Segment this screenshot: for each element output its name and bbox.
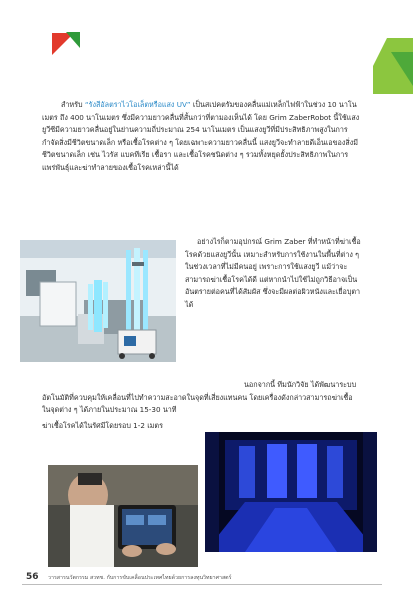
intro-lead: สำหรับ	[61, 100, 85, 109]
paragraph-radius: ฆ่าเชื้อโรคได้ในรัศมีโดยรอบ 1-2 เมตร	[42, 421, 163, 430]
paragraph-autonomous-system	[42, 379, 360, 417]
uv-highlight-term: “รังสีอัลตราไวโอเล็ตหรือแสง UV”	[84, 100, 191, 109]
intro-body: เป็นสเปคตรัมของคลื่นแม่เหล็กไฟฟ้าในช่วง 10 นาโนเมตร ถึง 400 นาโนเมตร ซึ่งมีความยาวคลื่นที่สั้นกว่าที่ตามองเห็นได้ โดย Grim ZaberRobot นี้ใช้แสงยูวีซีมีความยาวคลื่นอยู่ในย่านความถี่ประมาณ 254 นาโนเมตร เป็นแสงยูวีที่มีประสิทธิภาพสูงในการกำจัดสิ่งมีชีวิตขนาดเล็ก หรือเชื้อโรคต่าง ๆ โดยเฉพาะความยาวคลื่นนี้ แสงยูวีจะทำลายดีเอ็นเอของสิ่งมีชีวิตขนาดเล็ก เช่น ไวรัส แบคทีเรีย เชื้อรา และเชื้อโรคชนิดต่าง ๆ รวมทั้งหยุดยั้งประสิทธิภาพในการแพร่พันธุ์และฆ่าทำลายของเชื้อโรคเหล่านี้ได้	[42, 100, 360, 172]
paragraph-uv-intro	[42, 99, 360, 175]
page-number: 56	[26, 572, 39, 582]
uv-robot-lab-photo	[20, 240, 176, 362]
tablet-control-photo	[48, 465, 198, 567]
footer-divider	[22, 584, 382, 585]
autonomous-body: อัตโนมัติที่ควบคุมให้เคลื่อนที่ไปทำความสะอาดในจุดที่เสี่ยงแทนคน โดยเครื่องดังกล่าวสามารถฆ่าเชื้อในจุดต่าง ๆ ได้ภายในประมาณ 15-30 นาที	[42, 392, 353, 415]
autonomous-first-line: นอกจากนี้ ทีมนักวิจัย ได้พัฒนาระบบ	[244, 380, 357, 389]
uv-disinfection-hall-photo	[205, 432, 377, 552]
paragraph-usage-warning: อย่างไรก็ตามอุปกรณ์ Grim Zaber ที่ทำหน้าที่ฆ่าเชื้อโรคด้วยแสงยูวีนั้น เหมาะสำหรับการใช้งานในพื้นที่ต่าง ๆ ในช่วงเวลาที่ไม่มีคนอยู่ เพราะการใช้แสงยูวี แม้ว่าจะสามารถฆ่าเชื้อโรคได้ดี แต่หากนำไปใช้ไม่ถูกวิธีอาจเป็นอันตรายต่อคนที่ได้สัมผัส ซึ่งจะมีผลต่อผิวหนังและเยื่อบุตาได้	[185, 237, 361, 309]
publication-title: วารสารนวัตกรรม สวทช. กับการขับเคลื่อนประเทศไทยด้วยการลงทุนวิทยาศาสตร์	[48, 575, 232, 581]
